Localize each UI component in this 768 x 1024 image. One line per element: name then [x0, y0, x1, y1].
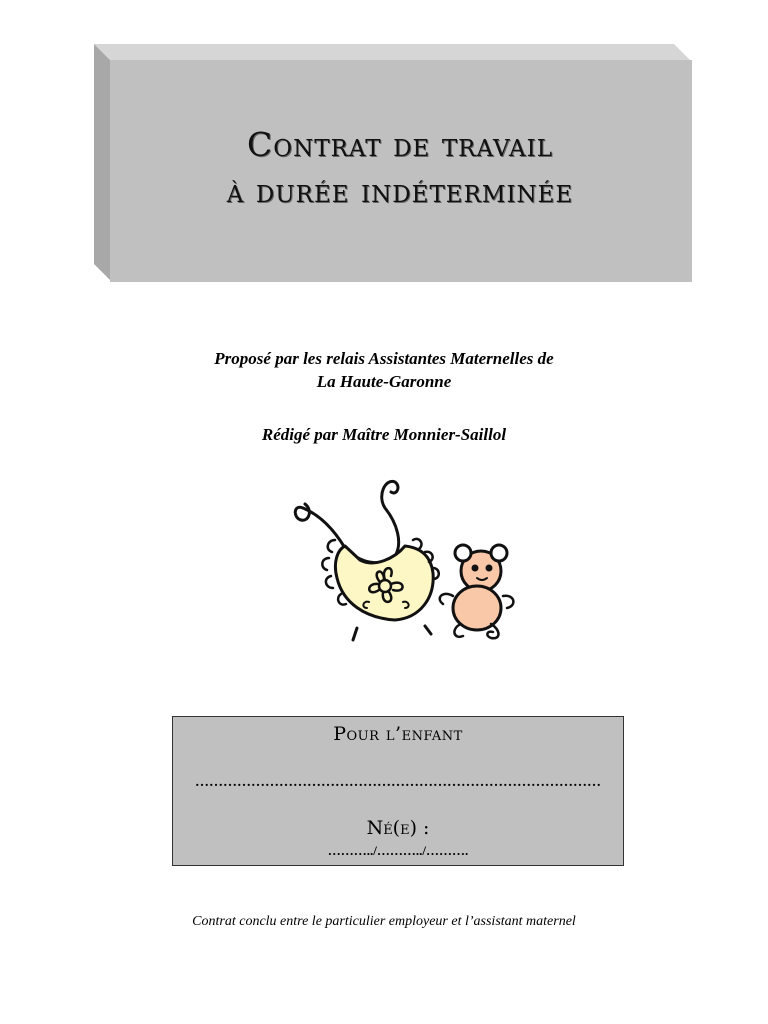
bib-and-teddy-bear-icon [285, 468, 530, 653]
title-line-1: Contrat de travail [247, 125, 553, 164]
title-line-2: à durée indéterminée [226, 171, 574, 210]
proposed-by-line-1: Proposé par les relais Assistantes Maternelles de [214, 349, 554, 368]
birth-date-field[interactable]: ………../………../………. [327, 843, 469, 858]
document-title [110, 122, 690, 214]
born-label: Né(e) : [366, 817, 430, 839]
written-by: Rédigé par Maître Monnier-Saillol [261, 425, 507, 444]
proposed-by-line-2: La Haute-Garonne [316, 372, 452, 391]
child-name-field[interactable]: …………………………………………………………………………… [195, 775, 601, 790]
child-box-title: Pour l’enfant [333, 723, 463, 745]
child-info-box [172, 716, 624, 866]
contract-footer-note: Contrat conclu entre le particulier employeur et l’assistant maternel [192, 914, 576, 929]
